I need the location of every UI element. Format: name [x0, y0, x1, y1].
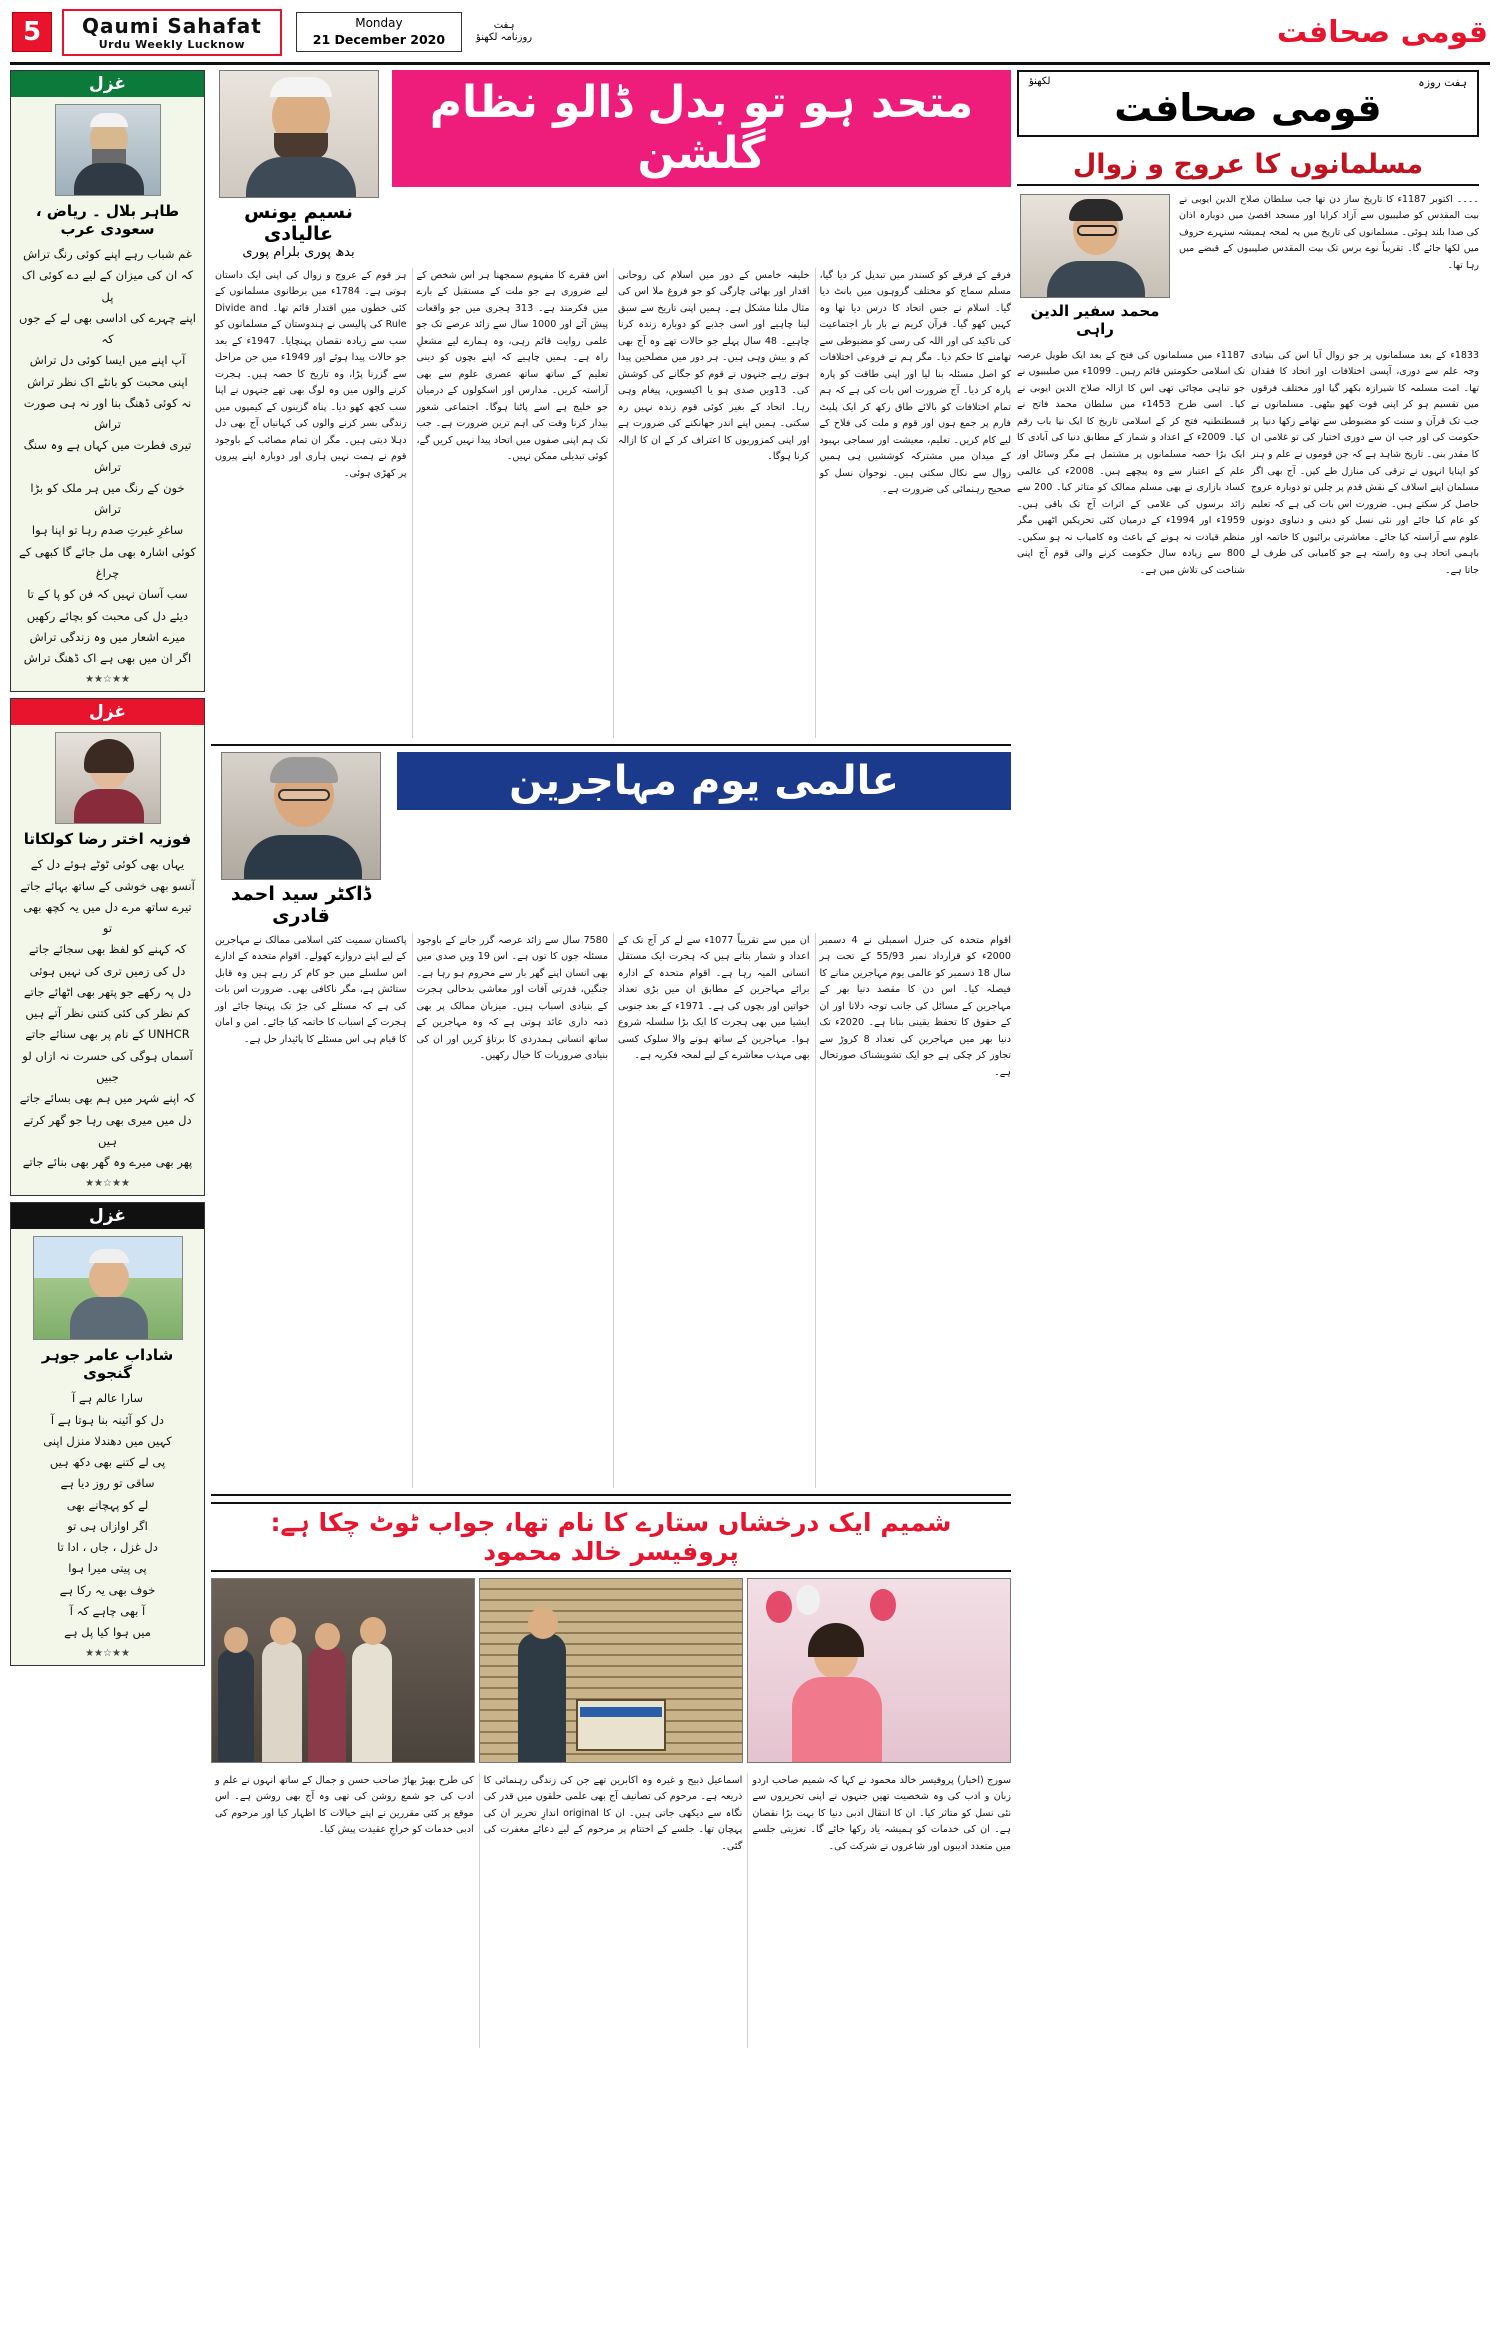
masthead-day: Monday	[355, 16, 403, 31]
verse-line: آپ اپنے میں ایسا کوئی دل تراش	[29, 353, 186, 368]
verse-line: کہ ان کی میزان کے لیے دے کوئی اک پل	[21, 268, 194, 304]
masthead-rule	[10, 62, 1490, 65]
verse-line: UNHCR کے نام پر بھی سنائے جاتے	[25, 1027, 190, 1042]
ghazal-card-3	[10, 1202, 205, 1666]
verse-line: میں ہوا کیا پل ہے	[64, 1625, 151, 1640]
second-author-block	[211, 752, 391, 927]
verse-line: ساقی تو روز دیا ہے	[60, 1476, 155, 1491]
verse-line: اپنے چہرے کی اداسی بھی لے کے جوں کہ	[19, 310, 196, 347]
verse-line: ساغرِ غیرتِ صدم رہا تو اپنا ہوا	[31, 523, 184, 538]
event-photo-3	[747, 1578, 1011, 1763]
right-author-block	[1017, 192, 1173, 342]
second-col-4: پاکستان سمیت کئی اسلامی ممالک نے مہاجرین کے لیے اپنے دروازے کھولے۔ اقوام متحدہ کے ادارے اس سلسلے میں جو کام کر رہے ہیں وہ قابل ستائش ہے، مگر ناکافی بھی۔ ضرورت اس بات کی ہے کہ مسئلے کی جڑ تک پہنچا جائے اور ہجرت کے اسباب کا خاتمہ کیا جائے۔ امن و امان کا قیام ہی اس مسئلے کا پائیدار حل ہے۔	[215, 934, 407, 1045]
right-logo-weekly: ہفت روزہ	[1418, 76, 1467, 89]
ghazal-card-1	[10, 70, 205, 692]
verse-line: کہ کہنے کو لفظ بھی سجائے جاتے	[28, 942, 187, 957]
third-col-1: سورج (اخبار) پروفیسر خالد محمود نے کہا کہ شمیم صاحب اردو زبان و ادب کی وہ شخصیت تھیں جنہوں نے اپنی تحریروں سے نئی نسل کو متاثر کیا۔ ان کا انتقال ادبی دنیا کا بہت بڑا نقصان ہے۔ ان کی خدمات کو ہمیشہ یاد رکھا جائے گا۔ تعزیتی جلسے میں متعدد ادیبوں اور شاعروں نے شرکت کی۔	[747, 1773, 1011, 2048]
event-photo-1	[211, 1578, 475, 1763]
right-column	[1017, 70, 1479, 2320]
second-col-1: اقوام متحدہ کی جنرل اسمبلی نے 4 دسمبر 2000ء کو قرارداد نمبر 55/93 کے تحت ہر سال 18 دسمبر کو عالمی یوم مہاجرین منانے کا فیصلہ کیا۔ اس دن کا مقصد دنیا بھر کے مہاجرین کے مسائل کی جانب توجہ دلانا اور ان کے حقوق کا تحفظ یقینی بنانا ہے۔ 2020ء تک دنیا بھر میں مہاجرین کی تعداد 8 کروڑ سے تجاوز کر چکی ہے جو ایک تشویشناک صورتحال ہے۔	[815, 933, 1012, 1488]
verse-line: کہ اپنے شہر میں ہم بھی بسائے جاتے	[19, 1091, 196, 1106]
ghazal-2-heading: غزل	[11, 699, 204, 725]
lead-headline: متحد ہو تو بدل ڈالو نظام گلشن	[392, 70, 1011, 187]
verse-line: تیری فطرت میں کہاں ہے وہ سنگ تراش	[23, 438, 192, 474]
ghazal-2-poet-name: فوزیہ اختر رضا کولکاتا	[23, 830, 192, 849]
ghazal-3-poet-photo	[33, 1236, 183, 1340]
second-article-rule	[211, 1494, 1011, 1496]
ghazal-2-poet-photo	[55, 732, 161, 824]
ghazal-1-poet-photo	[55, 104, 161, 196]
masthead-date-text: 21 December 2020	[312, 31, 446, 47]
verse-line: آ بھی چاہے کہ آ	[69, 1603, 146, 1618]
ghazal-3-verses	[11, 1386, 204, 1645]
ghazal-3-poet-name: شاداب عامر جوہر گنجوی	[41, 1346, 174, 1383]
ghazal-3-heading: غزل	[11, 1203, 204, 1229]
ghazal-1-ornament: ★★☆★★	[85, 674, 130, 686]
right-intro-row	[1017, 192, 1479, 342]
verse-line: نہ کوئی ڈھنگ بنا اور نہ ہی صورت تراش	[23, 395, 192, 432]
lead-col-1: فرقے کے فرقے کو کسندر میں تبدیل کر دیا گیا، مسلم سماج کو مختلف گروہوں میں بانٹ دیا گیا۔ اسلام نے جس اتحاد کا درس دیا تھا وہ کہیں کھو گیا۔ قرآن کریم نے بار بار اجتماعیت کی تاکید کی اور اللہ کی رسی کو مضبوطی سے تھامنے کا حکم دیا۔ مگر ہم نے فروعی اختلافات کو اصل مسئلہ بنا لیا اور اپنی طاقت کو پارہ پارہ کر دیا۔ آج ضرورت اس بات کی ہے کہ ہم تمام اختلافات کو بالائے طاق رکھ کر ایک پلیٹ فارم پر جمع ہوں اور قوم و ملت کی فلاح کے لیے کام کریں۔ تعلیم، معیشت اور سماجی بہبود کے میدان میں مشترکہ کوششیں ہی ہمیں زوال سے نکال سکتی ہیں۔ نوجوان نسل کو صحیح رہنمائی کی ضرورت ہے۔	[815, 268, 1012, 738]
verse-line: اگر اوازاں ہی تو	[67, 1518, 148, 1533]
right-body-col-2: 1187ء میں مسلمانوں کی فتح کے بعد ایک طویل عرصہ تک اسلامی حکومتیں قائم رہیں۔ 1099ء میں صلیبیوں نے جو تباہی مچائی تھی اس کا ازالہ صلاح الدین ایوبی نے کیا۔ اسی طرح 1453ء میں سلطان محمد فاتح نے قسطنطنیہ فتح کر کے اسلامی تاریخ کا ایک نیا باب رقم کیا۔ 2009ء کے اعداد و شمار کے مطابق دنیا کی آبادی کا ایک بڑا حصہ مسلمانوں پر مشتمل ہے مگر وسائل اور علم کے اعتبار سے وہ پیچھے ہیں۔ 2008ء کی عالمی کساد بازاری نے بھی مسلم ممالک کو متاثر کیا۔ 200 سے زائد برسوں کی غلامی کے اثرات آج تک باقی ہیں۔ 1959ء اور 1994ء کے درمیان کئی تحریکیں اٹھیں مگر منظم قیادت نہ ہونے کے باعث وہ کامیاب نہ ہو سکیں۔ 800 سے زیادہ سال حکومت کرنے والی قوم آج اپنی شناخت کی تلاش میں ہے۔	[1017, 349, 1246, 576]
second-col-2: ان میں سے تقریباً 1077ء سے لے کر آج تک کے اعداد و شمار بتاتے ہیں کہ ہجرت ایک مستقل انسانی المیہ رہا ہے۔ اقوام متحدہ کے ادارہ برائے مہاجرین کے مطابق ان میں بڑی تعداد خواتین اور بچوں کی ہے۔ 1971ء کے بعد جنوبی ایشیا میں بھی ہجرت کا ایک بڑا سلسلہ شروع ہوا۔ مہاجرین کے ساتھ ہونے والا سلوک کسی بھی مہذب معاشرے کے لیے لمحہ فکریہ ہے۔	[613, 933, 810, 1488]
masthead-weekly-line2: روزنامہ لکھنؤ	[476, 32, 533, 43]
ghazal-2-ornament: ★★☆★★	[85, 1178, 130, 1190]
masthead-title-en: Qaumi Sahafat	[82, 13, 262, 38]
lead-col-2: خلیفہ خامس کے دور میں اسلام کی روحانی اقدار اور بھائی چارگی کو جو فروغ ملا اس کی مثال ملنا مشکل ہے۔ ہمیں اپنی تاریخ سے سبق لینا چاہیے اور اسی جذبے کو دوبارہ زندہ کرنا چاہیے۔ 48 سال پہلے جو حالات تھے وہ آج بھی کم و بیش وہی ہیں۔ ہر دور میں مصلحین پیدا ہوتے رہے جنہوں نے قوم کو جگانے کی کوشش کی۔ 13ویں صدی ہو یا اکیسویں، پیغام وہی رہا۔ اتحاد کے بغیر کوئی قوم زندہ نہیں رہ سکتی۔ ہمیں اپنے اندر جھانکنے کی ضرورت ہے اور اپنی کمزوریوں کا اعتراف کر کے ان کا ازالہ کرنا ہوگا۔	[613, 268, 810, 738]
verse-line: پی پیتی میرا ہوا	[68, 1561, 147, 1576]
masthead-urdu-title: قومی صحافت	[1276, 14, 1488, 50]
second-author-name: ڈاکٹر سید احمد قادری	[230, 882, 372, 927]
verse-line: دیئے دل کی محبت کو بچائے رکھیں	[26, 608, 189, 623]
page-number: 5	[12, 12, 52, 52]
masthead-date	[296, 12, 462, 51]
event-photo-2	[479, 1578, 743, 1763]
verse-line: دل کو آئینہ بنا ہوتا ہے آ	[50, 1412, 165, 1427]
verse-line: پی لے کتنے بھی دکھ ہیں	[49, 1455, 166, 1470]
verse-line: دل غزل ، جاں ، ادا تا	[57, 1540, 158, 1555]
masthead-weekly-urdu	[476, 20, 532, 44]
right-logo-city: لکھنؤ	[1029, 76, 1051, 87]
third-col-2: اسماعیل ذبیح و غیرہ وہ اکابرین تھے جن کی زندگی رہنمائی کا ذریعہ ہے۔ مرحوم کی تصانیف آج بھی علمی حلقوں میں قدر کی نگاہ سے دیکھی جاتی ہیں۔ ان کا original اندازِ تحریر ان کی پہچان تھا۔ جلسے کے اختتام پر مرحوم کے لیے دعائے مغفرت کی گئی۔	[479, 1773, 743, 2048]
right-author-name: محمد سفیر الدین راہی	[1030, 301, 1160, 338]
third-article-body	[211, 1773, 1011, 2048]
verse-line: خون کے رنگ میں ہر ملک کو بڑا تراش	[30, 480, 185, 517]
verse-line: تیرے ساتھ مرے دل میں یہ کچھ بھی تو	[23, 899, 192, 936]
verse-line: کم نظر کی کئی کتنی نظر آتے ہیں	[25, 1006, 190, 1021]
second-story-header	[211, 752, 1011, 927]
verse-line: دل پہ رکھے جو پتھر بھی اٹھائے جاتے	[23, 984, 192, 999]
second-col-3: 7580 سال سے زائد عرصہ گزر جانے کے باوجود مسئلہ جوں کا توں ہے۔ اس 19 ویں صدی میں بھی انسان اپنے گھر بار سے محروم ہو رہا ہے۔ جنگیں، قدرتی آفات اور معاشی بدحالی ہجرت کے بنیادی اسباب ہیں۔ میزبان ممالک پر بھی ذمہ داری عائد ہوتی ہے کہ وہ مہاجرین کے ساتھ انسانی ہمدردی کا برتاؤ کریں اور ان کی بنیادی ضروریات کا خیال رکھیں۔	[412, 933, 609, 1488]
verse-line: اگر ان میں بھی ہے اک ڈھنگ تراش	[23, 651, 192, 666]
lead-banner-wrap	[392, 70, 1011, 187]
ghazal-1-poet-name: طاہر بلال ۔ ریاض ، سعودی عرب	[35, 202, 180, 238]
masthead-weekly-line1: ہفت	[493, 20, 515, 31]
verse-line: غم شباب رہے اپنے کوئی رنگ تراش	[23, 247, 192, 261]
ghazal-3-ornament: ★★☆★★	[85, 1648, 130, 1660]
masthead-title-box	[62, 9, 282, 56]
left-column	[10, 70, 205, 2320]
verse-line: اپنی محبت کو بانٹے اک نظر تراش	[27, 374, 188, 389]
event-photo-strip	[211, 1578, 1011, 1763]
lead-story-header	[211, 70, 1011, 262]
verse-line: خوف بھی یہ رکا ہے	[59, 1582, 156, 1597]
lead-author-photo	[219, 70, 379, 198]
verse-line: دل میں میری بھی رہا جو گھر کرتے ہیں	[23, 1112, 192, 1148]
third-col-3: کی طرح بھیڑ بھاڑ صاحب حسن و جمال کے ساتھ انہوں نے علم و ادب کی جو شمع روشن کی تھی وہ آج بھی روشن ہے۔ اس موقع پر کئی مقررین نے اپنے خیالات کا اظہار کیا اور مرحوم کی ادبی خدمات کو خراجِ عقیدت پیش کیا۔	[214, 1774, 474, 1836]
second-headline: عالمی یوم مہاجرین	[397, 752, 1011, 810]
ghazal-card-2	[10, 698, 205, 1196]
right-intro-text: ۔۔۔۔ اکتوبر 1187ء کا تاریخ ساز دن تھا جب سلطان صلاح الدین ایوبی نے بیت المقدس کو صلیبیوں سے آزاد کرایا اور مسجد اقصیٰ میں دوبارہ اذان کی صدا بلند ہوئی۔ مسلمانوں کی تاریخ میں یہ لمحہ ہمیشہ سنہرے حروف میں لکھا جائے گا۔ تقریباً نوے برس تک بیت المقدس صلیبیوں کے قبضے میں رہا تھا۔	[1179, 193, 1479, 271]
right-logo-block	[1017, 70, 1479, 137]
verse-line: آنسو بھی خوشی کے ساتھ بہائے جاتے	[20, 878, 195, 893]
verse-line: لے کو پہچانے بھی	[66, 1497, 149, 1512]
second-article-body	[211, 933, 1011, 1488]
masthead-subtitle-en: Urdu Weekly Lucknow	[98, 37, 246, 51]
verse-line: آسماں ہوگی کی حسرت نہ ازاں لو جبیں	[22, 1048, 193, 1084]
middle-column	[211, 70, 1011, 2320]
right-body-columns	[1017, 348, 1479, 2320]
lead-author-name: نسیم یونس عالیادی	[244, 201, 353, 245]
page-grid	[10, 70, 1490, 2320]
verse-line: کوئی اشارہ بھی مل جائے گا کبھی کے چراغ	[19, 544, 196, 580]
verse-line: دل کی زمیں تری کی نہیں ہوئی	[29, 963, 186, 978]
lead-col-4: ہر قوم کے عروج و زوال کی اپنی ایک داستان ہوتی ہے۔ 1784ء میں برطانوی مسلمانوں کے کئی خطوں میں اقتدار قائم تھا۔ Divide and Rule کی پالیسی نے ہندوستان کے مسلمانوں کو سب سے زیادہ نقصان پہنچایا۔ 1947ء کے بعد جو حالات پیدا ہوئے اور 1949ء میں جن مراحل سے گزرنا پڑا، وہ تاریخ کا حصہ ہیں۔ ہجرت کرنے والوں میں وہ لوگ بھی تھے جنہوں نے اپنا سب کچھ کھو دیا۔ پناہ گزینوں کے کیمپوں میں زندگی بسر کرنے والوں کی کہانیاں آج بھی دل دہلا دیتی ہیں۔ مگر ان تمام مصائب کے باوجود قوم نے ہمت نہیں ہاری اور دوبارہ اپنے پیروں پر کھڑی ہوئی۔	[215, 269, 407, 479]
ghazal-1-heading: غزل	[11, 71, 204, 97]
lead-col-3: اس فقرے کا مفہوم سمجھنا ہر اس شخص کے لیے ضروری ہے جو ملت کے مستقبل کے بارے میں فکرمند ہے۔ 313 ہجری میں جو واقعات پیش آئے اور 1000 سال سے زائد عرصے تک جو علمی روایت قائم رہی، وہ ہمارے لیے مشعلِ راہ ہے۔ ہمیں چاہیے کہ اپنے بچوں کو دینی تعلیم کے ساتھ ساتھ عصری علوم سے بھی آراستہ کریں۔ مدارس اور اسکولوں کے درمیان جو خلیج ہے اسے پاٹنا ہوگا۔ اجتماعی شعور بیدار کرنا وقت کی اہم ترین ضرورت ہے۔ جب تک ہم اپنی صفوں میں اتحاد پیدا نہیں کریں گے، کوئی تبدیلی ممکن نہیں۔	[412, 268, 609, 738]
lead-author-subtitle: بدھ پوری بلرام پوری	[242, 245, 355, 260]
third-headline: شمیم ایک درخشاں ستارے کا نام تھا، جواب ٹوٹ چکا ہے: پروفیسر خالد محمود	[211, 1502, 1011, 1572]
right-author-photo	[1020, 194, 1170, 298]
verse-line: کہیں میں دھندلا منزل اپنی	[43, 1433, 172, 1448]
lead-author-block	[211, 70, 386, 262]
lead-article-body	[211, 268, 1011, 738]
verse-line: پھر بھی میرے وہ گھر بھی بنائے جاتے	[22, 1155, 193, 1170]
right-logo-title: قومی صحافت	[1114, 86, 1382, 130]
ghazal-1-verses	[11, 242, 204, 671]
masthead	[10, 8, 1490, 56]
second-author-photo	[221, 752, 381, 880]
second-banner-wrap	[397, 752, 1011, 810]
verse-line: سب آسان نہیں کہ فن کو پا کے تا	[27, 587, 188, 602]
verse-line: سارا عالم ہے آ	[71, 1391, 144, 1406]
ghazal-2-verses	[11, 852, 204, 1175]
right-body-col-1: 1833ء کے بعد مسلمانوں پر جو زوال آیا اس کی بنیادی وجہ علم سے دوری، آپسی اختلافات اور اتحاد کا فقدان تھا۔ امت مسلمہ کا شیرازہ بکھر گیا اور مختلف فرقوں میں تقسیم ہو کر اپنی قوت کھو بیٹھی۔ مسلمانوں نے جب تک قرآن و سنت کو مضبوطی سے تھامے رکھا دنیا پر حکومت کی اور جب ان سے دوری اختیار کی تو غلامی ان کا مقدر بنی۔ تاریخ شاہد ہے کہ جن قوموں نے علم و ہنر کو اپنایا انہوں نے ترقی کی منازل طے کیں۔ آج بھی اگر مسلمان اپنے اسلاف کے نقش قدم پر چلیں تو دوبارہ عروج حاصل کر سکتے ہیں۔ ضرورت اس بات کی ہے کہ تعلیم کو عام کیا جائے اور نئی نسل کو دینی و دنیاوی دونوں علوم سے آراستہ کیا جائے۔ معاشرتی برائیوں کا خاتمہ اور باہمی اتحاد ہی وہ راستہ ہے جو کامیابی کی طرف لے جاتا ہے۔	[1251, 349, 1479, 576]
verse-line: یہاں بھی کوئی ٹوٹے ہوئے دل کے	[30, 857, 185, 872]
lead-article-rule	[211, 744, 1011, 746]
right-headline: مسلمانوں کا عروج و زوال	[1017, 143, 1479, 186]
verse-line: میرے اشعار میں وہ زندگی تراش	[29, 629, 186, 644]
